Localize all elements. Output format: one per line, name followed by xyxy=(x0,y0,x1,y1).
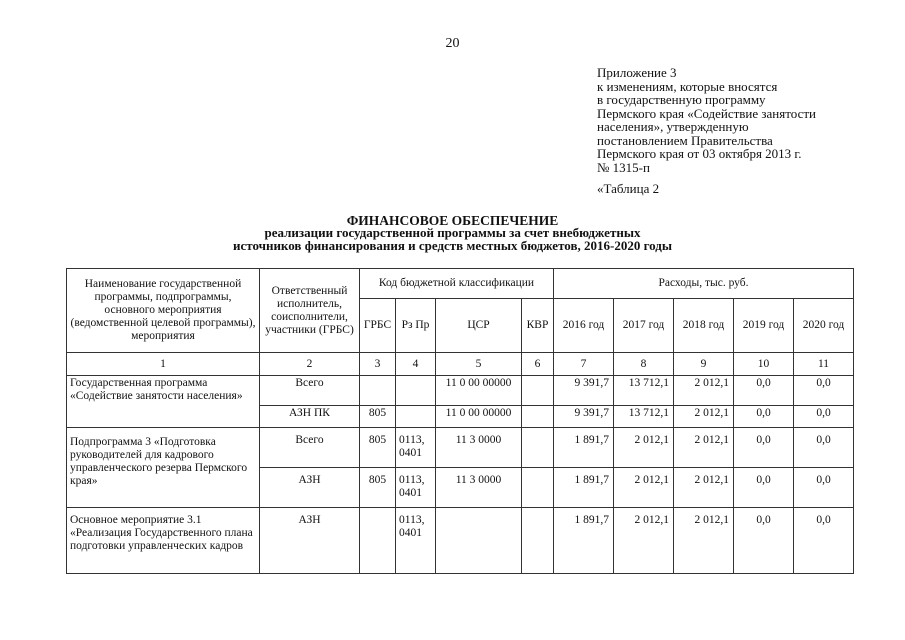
row-csr: 11 3 0000 xyxy=(436,428,522,468)
row-value-2017: 13 712,1 xyxy=(614,376,674,406)
document-title: ФИНАНСОВОЕ ОБЕСПЕЧЕНИЕ xyxy=(346,213,559,228)
appendix-line: № 1315-п xyxy=(597,159,650,175)
header-year-2016: 2016 год xyxy=(554,299,614,353)
column-index: 9 xyxy=(674,353,734,376)
header-year-2017: 2017 год xyxy=(614,299,674,353)
row-value-2018: 2 012,1 xyxy=(674,376,734,406)
row-value-2017: 2 012,1 xyxy=(614,428,674,468)
row-value-2020: 0,0 xyxy=(794,376,854,406)
column-index: 8 xyxy=(614,353,674,376)
subtitle-line-1: реализации государственной программы за счет внебюджетных xyxy=(264,225,641,240)
column-index: 3 xyxy=(360,353,396,376)
header-responsible: Ответственный исполнитель, соисполнители, участники (ГРБС) xyxy=(260,269,360,353)
column-index-row xyxy=(67,353,854,376)
row-rzpr: 0113, 0401 xyxy=(396,508,436,574)
row-responsible: АЗН ПК xyxy=(260,406,360,428)
row-value-2019: 0,0 xyxy=(734,406,794,428)
row-kvr xyxy=(522,406,554,428)
row-rzpr xyxy=(396,376,436,406)
row-name: Подпрограмма 3 «Подготовка руководителей для кадрового управленческого резерва Пермского края» xyxy=(67,428,260,508)
appendix-block xyxy=(597,66,877,174)
row-value-2017: 13 712,1 xyxy=(614,406,674,428)
row-grbs: 805 xyxy=(360,468,396,508)
row-rzpr xyxy=(396,406,436,428)
row-kvr xyxy=(522,428,554,468)
header-expenses-group: Расходы, тыс. руб. xyxy=(554,269,854,299)
row-grbs xyxy=(360,508,396,574)
row-grbs xyxy=(360,376,396,406)
row-value-2019: 0,0 xyxy=(734,428,794,468)
row-csr: 11 3 0000 xyxy=(436,468,522,508)
appendix-line: в государственную программу xyxy=(597,92,766,107)
row-responsible: Всего xyxy=(260,376,360,406)
appendix-line: Пермского края «Содействие занятости xyxy=(597,105,816,121)
column-index: 1 xyxy=(67,353,260,376)
appendix-line: Приложение 3 xyxy=(597,65,677,80)
row-rzpr: 0113, 0401 xyxy=(396,428,436,468)
row-value-2019: 0,0 xyxy=(734,468,794,508)
row-csr xyxy=(436,508,522,574)
row-kvr xyxy=(522,508,554,574)
row-value-2017: 2 012,1 xyxy=(614,508,674,574)
row-value-2016: 1 891,7 xyxy=(554,428,614,468)
row-value-2020: 0,0 xyxy=(794,406,854,428)
row-value-2018: 2 012,1 xyxy=(674,508,734,574)
row-value-2018: 2 012,1 xyxy=(674,428,734,468)
row-value-2017: 2 012,1 xyxy=(614,468,674,508)
table-label: «Таблица 2 xyxy=(597,181,660,196)
row-name: Основное мероприятие 3.1 «Реализация Государственного плана подготовки управленческих кадров xyxy=(67,508,260,574)
header-rzpr: Рз Пр xyxy=(396,299,436,353)
header-year-2019: 2019 год xyxy=(734,299,794,353)
row-kvr xyxy=(522,468,554,508)
appendix-line: Пермского края от 03 октября 2013 г. xyxy=(597,146,802,161)
row-responsible: АЗН xyxy=(260,468,360,508)
row-value-2016: 9 391,7 xyxy=(554,376,614,406)
row-value-2018: 2 012,1 xyxy=(674,406,734,428)
row-value-2020: 0,0 xyxy=(794,508,854,574)
appendix-line: к изменениям, которые вносятся xyxy=(597,78,778,94)
row-responsible: Всего xyxy=(260,428,360,468)
header-grbs: ГРБС xyxy=(360,299,396,353)
row-grbs: 805 xyxy=(360,428,396,468)
column-index: 7 xyxy=(554,353,614,376)
row-value-2019: 0,0 xyxy=(734,376,794,406)
column-index: 2 xyxy=(260,353,360,376)
column-index: 11 xyxy=(794,353,854,376)
appendix-line: постановлением Правительства xyxy=(597,132,773,148)
column-index: 5 xyxy=(436,353,522,376)
row-rzpr: 0113, 0401 xyxy=(396,468,436,508)
row-csr: 11 0 00 00000 xyxy=(436,376,522,406)
header-year-2018: 2018 год xyxy=(674,299,734,353)
row-grbs: 805 xyxy=(360,406,396,428)
header-csr: ЦСР xyxy=(436,299,522,353)
subtitle-line-2: источников финансирования и средств местных бюджетов, 2016-2020 годы xyxy=(232,237,673,253)
row-name: Государственная программа «Содействие занятости населения» xyxy=(67,376,260,428)
table-row xyxy=(67,508,854,574)
row-csr: 11 0 00 00000 xyxy=(436,406,522,428)
header-kvr: КВР xyxy=(522,299,554,353)
column-index: 4 xyxy=(396,353,436,376)
row-value-2020: 0,0 xyxy=(794,468,854,508)
table-row xyxy=(67,376,854,406)
row-value-2020: 0,0 xyxy=(794,428,854,468)
column-index: 6 xyxy=(522,353,554,376)
financing-table xyxy=(66,268,854,574)
header-name: Наименование государственной программы, подпрограммы, основного мероприятия (ведомственной целевой программы), мероприятия xyxy=(67,269,260,353)
table-row xyxy=(67,428,854,468)
row-value-2016: 1 891,7 xyxy=(554,508,614,574)
row-value-2016: 9 391,7 xyxy=(554,406,614,428)
appendix-line: населения», утвержденную xyxy=(597,119,749,134)
row-value-2016: 1 891,7 xyxy=(554,468,614,508)
row-responsible: АЗН xyxy=(260,508,360,574)
row-kvr xyxy=(522,376,554,406)
page-number: 20 xyxy=(445,36,460,51)
document-subtitle xyxy=(0,227,905,252)
row-value-2019: 0,0 xyxy=(734,508,794,574)
row-value-2018: 2 012,1 xyxy=(674,468,734,508)
header-code-group: Код бюджетной классификации xyxy=(360,269,554,299)
header-year-2020: 2020 год xyxy=(794,299,854,353)
column-index: 10 xyxy=(734,353,794,376)
